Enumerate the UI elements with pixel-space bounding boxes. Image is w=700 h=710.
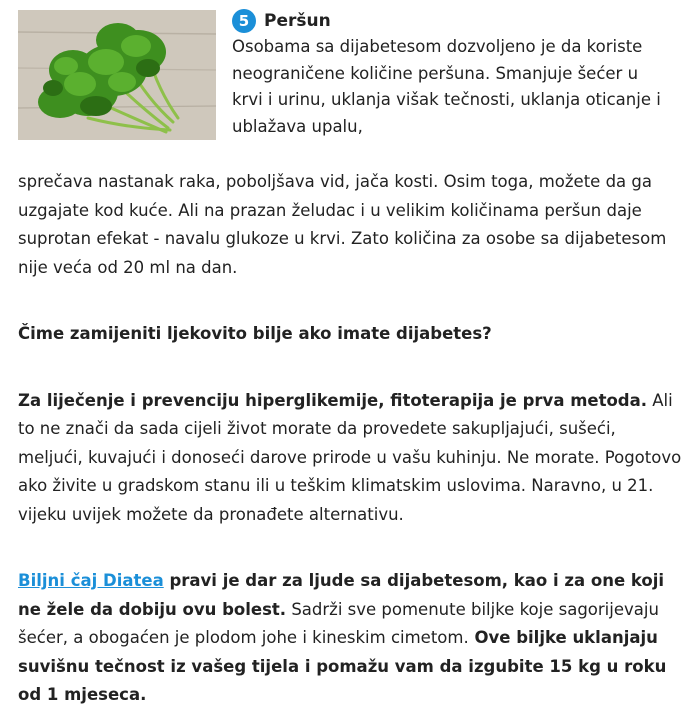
paragraph-2-text: Ali to ne znači da sada cijeli život morate da provedete sakupljajući, sušeći, meljući, kuvajući i donoseći darove prirode u vašu kuhinju. Ne morate. Pogotovo ako živite u gradskom stanu ili u teškim klimatskim uslovima. Naravno, u 21. vijeku uvijek možete da pronađete alternativu. [18, 390, 682, 524]
paragraph-3-bold-1: pravi je dar za ljude sa dijabetesom, kao i za one koji ne žele da dobiju ovu bolest. [18, 571, 665, 619]
paragraph-2 [18, 387, 684, 530]
paragraph-2-bold: Za liječenje i prevenciju hiperglikemije, fitoterapija je prva metoda. [18, 390, 648, 410]
diatea-link[interactable]: Biljni čaj Diatea [18, 571, 164, 590]
article [18, 8, 684, 710]
item-text-block [232, 8, 672, 140]
item-heading [232, 8, 672, 34]
item-number-badge: 5 [232, 9, 256, 33]
paragraph-continuation: sprečava nastanak raka, poboljšava vid, jača kosti. Osim toga, možete da ga uzgajate kod kuće. Ali na prazan želudac i u velikim količinama peršun daje suprotan efekat - navalu glukoze u krvi. Zato količina za osobe sa dijabetesom nije veća od 20 ml na dan. [18, 172, 667, 277]
parsley-image [18, 10, 216, 140]
paragraph-3 [18, 567, 684, 710]
parsley-icon [18, 10, 216, 140]
item-description: Osobama sa dijabetesom dozvoljeno je da koriste neograničene količine peršuna. Smanjuje šećer u krvi i urinu, uklanja višak tečnosti, uklanja oticanje i ublažava upalu, [232, 37, 661, 136]
section-heading: Čime zamijeniti ljekovito bilje ako imate dijabetes? [18, 324, 492, 343]
list-item-parsley [18, 8, 684, 158]
paragraph-3-text: Sadrži sve pomenute biljke koje sagorijevaju šećer, a obogaćen je plodom johe i kineskim cimetom. [18, 599, 659, 647]
paragraph-3-bold-2: Ove biljke uklanjaju suvišnu tečnost iz vašeg tijela i pomažu vam da izgubite 15 kg u roku od 1 mjeseca. [18, 628, 667, 704]
item-title: Peršun [264, 10, 331, 31]
